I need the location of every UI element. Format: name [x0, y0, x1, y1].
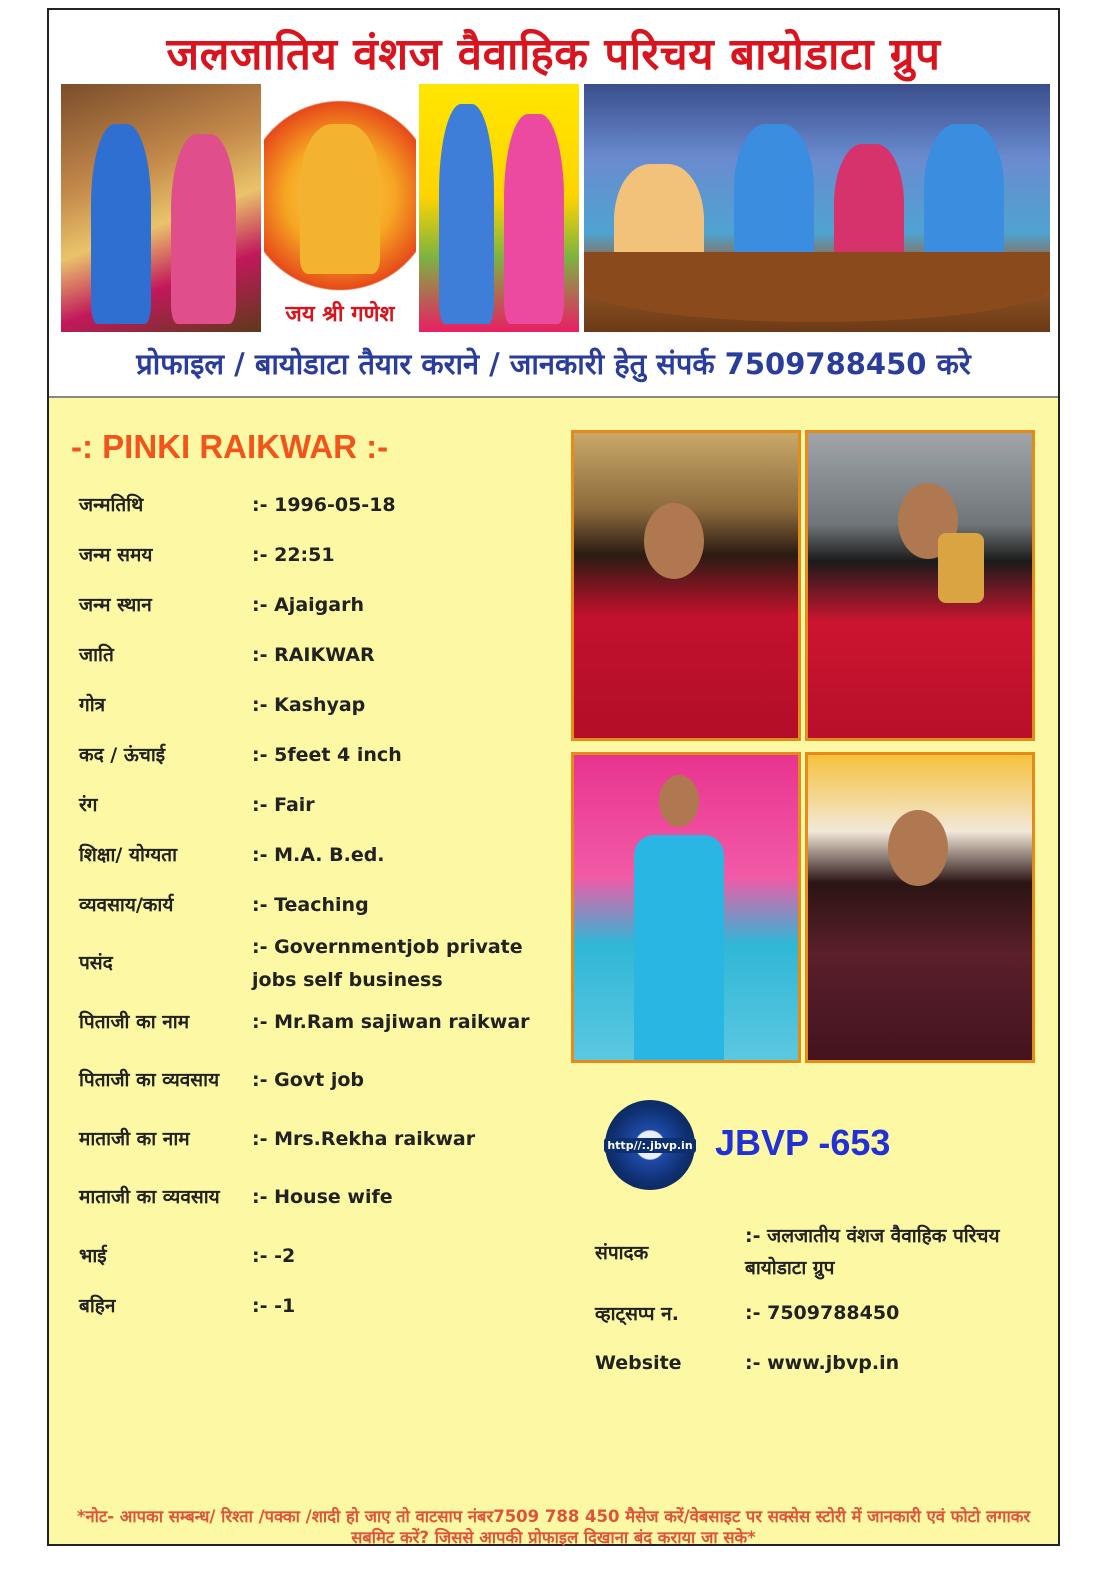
- field-label: जन्म समय: [79, 543, 153, 566]
- field-row: [79, 830, 549, 880]
- field-row: [79, 880, 549, 930]
- field-value: :- 1996-05-18: [252, 493, 396, 516]
- field-label: भाई: [79, 1244, 107, 1267]
- website-link[interactable]: :- www.jbvp.in: [745, 1351, 900, 1374]
- field-value: :- House wife: [252, 1186, 393, 1209]
- header-title: जलजातिय वंशज वैवाहिक परिचय बायोडाटा ग्रुप: [166, 29, 941, 80]
- field-row: [79, 680, 549, 730]
- profile-photo-2: [805, 430, 1035, 741]
- field-value: :- Govt job: [252, 1069, 364, 1092]
- field-row: [79, 997, 549, 1047]
- profile-details: [79, 480, 549, 1331]
- website-label: Website: [595, 1352, 682, 1374]
- field-row: [79, 480, 549, 530]
- editor-label: संपादक: [595, 1242, 649, 1264]
- field-value: :- Governmentjob private jobs self business: [252, 936, 523, 991]
- editor-value: :- जलजातीय वंशज वैवाहिक परिचय बायोडाटा ग्रुप: [745, 1224, 1000, 1279]
- whatsapp-number: :- 7509788450: [745, 1301, 900, 1324]
- field-row: [79, 1114, 549, 1164]
- field-label: कद / ऊंचाई: [79, 743, 166, 766]
- field-row: [79, 730, 549, 780]
- field-row: [79, 1231, 549, 1281]
- field-label: जन्मतिथि: [79, 493, 144, 516]
- field-row: [79, 780, 549, 830]
- jbvp-logo: [605, 1100, 695, 1190]
- logo-url-text: http//:.jbvp.in: [604, 1138, 695, 1153]
- field-row: [79, 1281, 549, 1331]
- field-label: बहिन: [79, 1294, 116, 1317]
- field-row: [79, 530, 549, 580]
- field-row: [79, 930, 549, 997]
- field-row: [79, 580, 549, 630]
- field-value: :- Teaching: [252, 893, 369, 916]
- field-value: :- Kashyap: [252, 693, 366, 716]
- boat-image: [584, 84, 1050, 332]
- field-label: शिक्षा/ योग्यता: [79, 843, 177, 866]
- ram-sita-image-2: [419, 84, 579, 332]
- editor-row: [595, 1288, 1045, 1338]
- editor-row: [595, 1338, 1045, 1388]
- field-label: जन्म स्थान: [79, 593, 152, 616]
- header-banner: [49, 10, 1058, 398]
- field-value: :- M.A. B.ed.: [252, 843, 385, 866]
- field-value: :- -1: [252, 1294, 296, 1317]
- field-value: :- Mr.Ram sajiwan raikwar: [252, 1010, 530, 1033]
- field-value: :- RAIKWAR: [252, 643, 375, 666]
- biodata-sheet: [47, 8, 1060, 1546]
- banner-caption: जय श्री गणेश: [264, 294, 416, 332]
- field-row: [79, 1164, 549, 1231]
- profile-photo-4: [805, 752, 1035, 1063]
- field-value: :- Mrs.Rekha raikwar: [252, 1127, 476, 1150]
- field-label: पसंद: [79, 952, 113, 975]
- field-row: [79, 630, 549, 680]
- field-label: गोत्र: [79, 693, 106, 716]
- ram-sita-image: [61, 84, 261, 332]
- profile-photo-1: [571, 430, 801, 741]
- profile-code: JBVP -653: [715, 1122, 891, 1163]
- field-label: रंग: [79, 793, 98, 816]
- field-value: :- Ajaigarh: [252, 593, 364, 616]
- profile-photo-3: [571, 752, 801, 1063]
- field-label: पिताजी का व्यवसाय: [79, 1069, 220, 1092]
- field-value: :- 5feet 4 inch: [252, 743, 402, 766]
- field-row: [79, 1047, 549, 1114]
- field-label: व्यवसाय/कार्य: [79, 893, 174, 916]
- editor-details: [595, 1216, 1045, 1388]
- field-label: माताजी का नाम: [79, 1127, 190, 1150]
- field-value: :- -2: [252, 1244, 296, 1267]
- header-contact: प्रोफाइल / बायोडाटा तैयार कराने / जानकारी हेतु संपर्क 7509788450 करे: [136, 347, 971, 381]
- field-label: जाति: [79, 643, 114, 666]
- footer-note: *नोट- आपका सम्बन्ध/ रिश्ता /पक्का /शादी हो जाए तो वाटसाप नंबर7509 788 450 मैसेज करें/वेबसाइट पर सक्सेस स्टोरी में जानकारी एवं फोटो लगाकर सबमिट करें? जिससे आपकी प्रोफाइल दिखाना बंद कराया जा सके*: [76, 1507, 1031, 1548]
- profile-name: -: PINKI RAIKWAR :-: [71, 428, 389, 465]
- editor-row: [595, 1216, 1045, 1288]
- field-value: :- Fair: [252, 793, 315, 816]
- field-label: पिताजी का नाम: [79, 1010, 190, 1033]
- field-value: :- 22:51: [252, 543, 335, 566]
- whatsapp-label: व्हाट्सप्प न.: [595, 1303, 679, 1325]
- field-label: माताजी का व्यवसाय: [79, 1186, 220, 1209]
